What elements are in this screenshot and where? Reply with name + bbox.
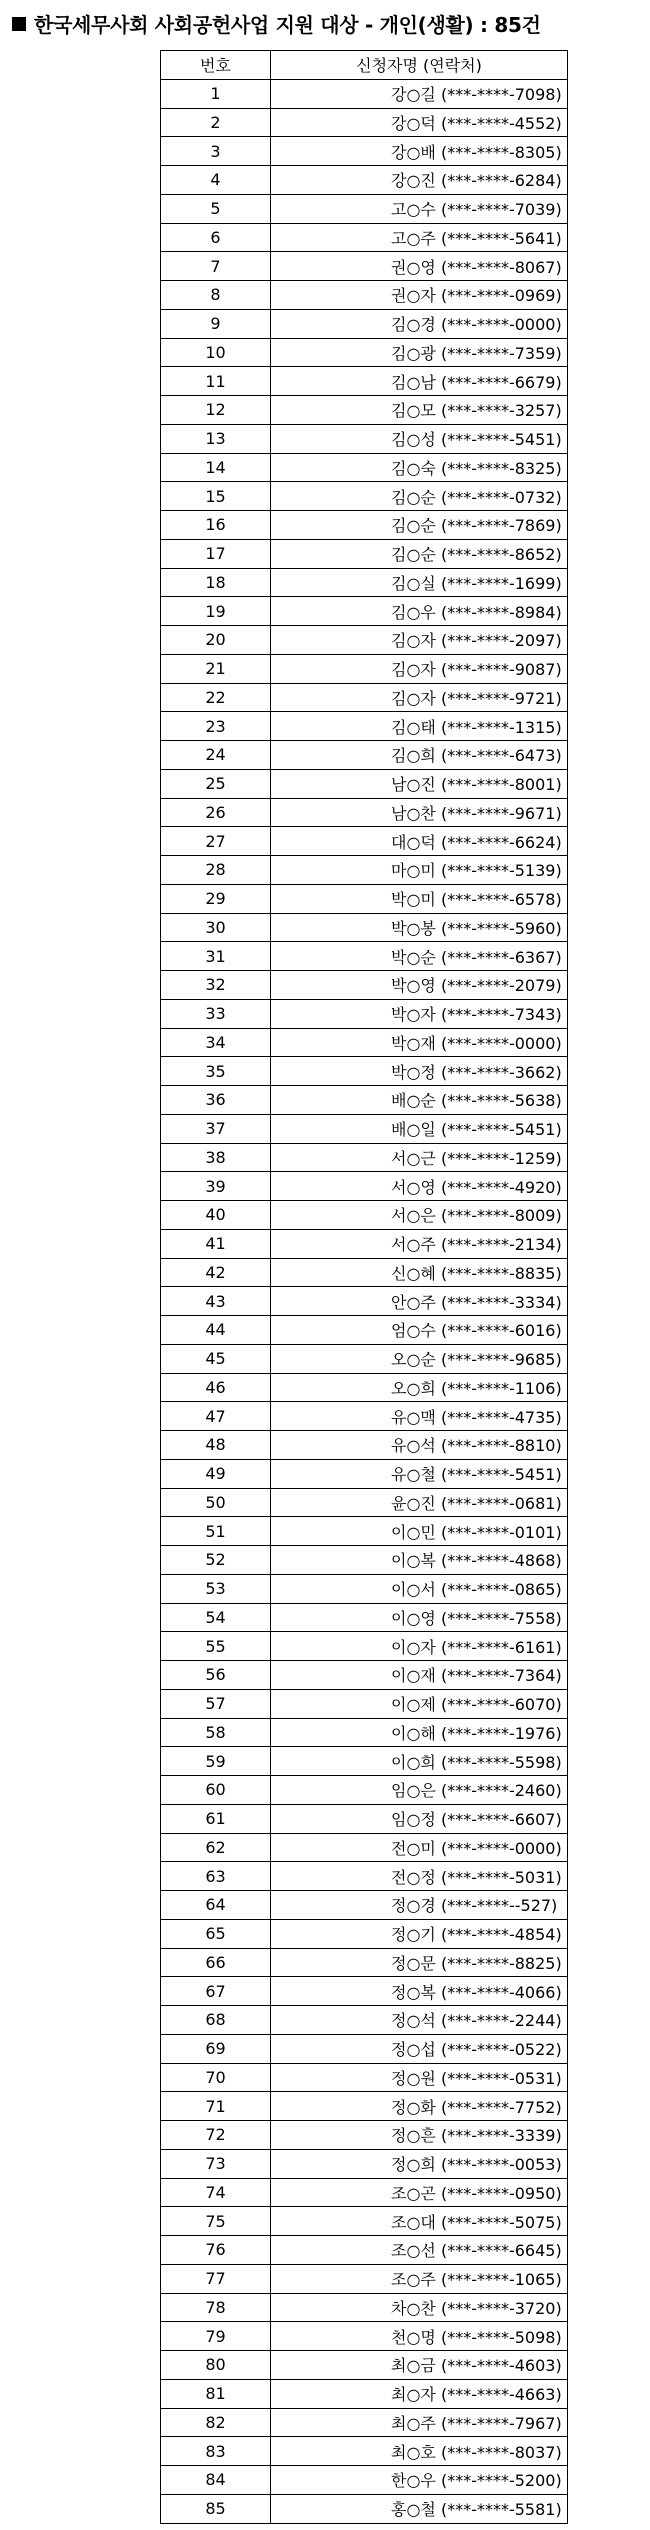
row-number: 2 bbox=[161, 108, 271, 137]
applicant-name-contact: 마○미 (***-****-5139) bbox=[271, 856, 568, 885]
applicant-name-contact: 조○선 (***-****-6645) bbox=[271, 2236, 568, 2265]
applicant-name-contact: 박○재 (***-****-0000) bbox=[271, 1028, 568, 1057]
row-number: 54 bbox=[161, 1603, 271, 1632]
applicant-name-contact: 이○재 (***-****-7364) bbox=[271, 1661, 568, 1690]
applicant-name-contact: 이○복 (***-****-4868) bbox=[271, 1546, 568, 1575]
applicant-name-contact: 윤○진 (***-****-0681) bbox=[271, 1488, 568, 1517]
row-number: 33 bbox=[161, 999, 271, 1028]
table-row bbox=[161, 2264, 568, 2293]
row-number: 82 bbox=[161, 2408, 271, 2437]
row-number: 39 bbox=[161, 1172, 271, 1201]
applicant-name-contact: 차○찬 (***-****-3720) bbox=[271, 2293, 568, 2322]
table-row bbox=[161, 281, 568, 310]
applicant-name-contact: 강○진 (***-****-6284) bbox=[271, 166, 568, 195]
table-row bbox=[161, 568, 568, 597]
applicant-name-contact: 이○해 (***-****-1976) bbox=[271, 1718, 568, 1747]
applicant-name-contact: 대○덕 (***-****-6624) bbox=[271, 827, 568, 856]
row-number: 4 bbox=[161, 166, 271, 195]
applicant-name-contact: 권○영 (***-****-8067) bbox=[271, 252, 568, 281]
table-row bbox=[161, 1948, 568, 1977]
row-number: 85 bbox=[161, 2494, 271, 2523]
applicant-name-contact: 김○숙 (***-****-8325) bbox=[271, 453, 568, 482]
applicant-name-contact: 조○곤 (***-****-0950) bbox=[271, 2178, 568, 2207]
row-number: 63 bbox=[161, 1862, 271, 1891]
row-number: 29 bbox=[161, 884, 271, 913]
applicant-name-contact: 정○경 (***-****--527) bbox=[271, 1891, 568, 1920]
row-number: 44 bbox=[161, 1316, 271, 1345]
table-row bbox=[161, 2006, 568, 2035]
applicant-name-contact: 김○순 (***-****-7869) bbox=[271, 511, 568, 540]
applicant-name-contact: 김○성 (***-****-5451) bbox=[271, 424, 568, 453]
row-number: 32 bbox=[161, 971, 271, 1000]
applicant-name-contact: 정○문 (***-****-8825) bbox=[271, 1948, 568, 1977]
row-number: 55 bbox=[161, 1632, 271, 1661]
table-row bbox=[161, 1546, 568, 1575]
table-row bbox=[161, 2494, 568, 2523]
row-number: 56 bbox=[161, 1661, 271, 1690]
row-number: 73 bbox=[161, 2149, 271, 2178]
applicant-name-contact: 최○금 (***-****-4603) bbox=[271, 2351, 568, 2380]
table-row bbox=[161, 1229, 568, 1258]
table-row bbox=[161, 1373, 568, 1402]
row-number: 77 bbox=[161, 2264, 271, 2293]
applicant-name-contact: 권○자 (***-****-0969) bbox=[271, 281, 568, 310]
applicant-name-contact: 김○순 (***-****-0732) bbox=[271, 482, 568, 511]
applicant-name-contact: 김○경 (***-****-0000) bbox=[271, 309, 568, 338]
row-number: 49 bbox=[161, 1459, 271, 1488]
table-row bbox=[161, 2351, 568, 2380]
row-number: 31 bbox=[161, 942, 271, 971]
table-row bbox=[161, 1028, 568, 1057]
table-row bbox=[161, 769, 568, 798]
table-row bbox=[161, 999, 568, 1028]
table-row bbox=[161, 1316, 568, 1345]
applicant-name-contact: 정○섭 (***-****-0522) bbox=[271, 2034, 568, 2063]
row-number: 34 bbox=[161, 1028, 271, 1057]
applicant-name-contact: 유○석 (***-****-8810) bbox=[271, 1431, 568, 1460]
applicant-name-contact: 김○우 (***-****-8984) bbox=[271, 597, 568, 626]
table-row bbox=[161, 1287, 568, 1316]
table-row bbox=[161, 2322, 568, 2351]
applicant-name-contact: 김○모 (***-****-3257) bbox=[271, 396, 568, 425]
applicant-name-contact: 정○화 (***-****-7752) bbox=[271, 2092, 568, 2121]
applicant-name-contact: 오○희 (***-****-1106) bbox=[271, 1373, 568, 1402]
row-number: 80 bbox=[161, 2351, 271, 2380]
table-row bbox=[161, 2207, 568, 2236]
table-row bbox=[161, 2437, 568, 2466]
applicant-name-contact: 서○은 (***-****-8009) bbox=[271, 1201, 568, 1230]
row-number: 23 bbox=[161, 712, 271, 741]
applicant-table bbox=[160, 50, 568, 2524]
row-number: 19 bbox=[161, 597, 271, 626]
row-number: 18 bbox=[161, 568, 271, 597]
row-number: 20 bbox=[161, 626, 271, 655]
row-number: 10 bbox=[161, 338, 271, 367]
applicant-name-contact: 오○순 (***-****-9685) bbox=[271, 1344, 568, 1373]
applicant-name-contact: 김○순 (***-****-8652) bbox=[271, 539, 568, 568]
row-number: 84 bbox=[161, 2466, 271, 2495]
table-row bbox=[161, 1833, 568, 1862]
applicant-name-contact: 정○원 (***-****-0531) bbox=[271, 2063, 568, 2092]
applicant-name-contact: 고○주 (***-****-5641) bbox=[271, 223, 568, 252]
row-number: 69 bbox=[161, 2034, 271, 2063]
applicant-name-contact: 전○정 (***-****-5031) bbox=[271, 1862, 568, 1891]
table-row bbox=[161, 654, 568, 683]
row-number: 46 bbox=[161, 1373, 271, 1402]
table-row bbox=[161, 913, 568, 942]
applicant-name-contact: 유○철 (***-****-5451) bbox=[271, 1459, 568, 1488]
row-number: 11 bbox=[161, 367, 271, 396]
row-number: 24 bbox=[161, 741, 271, 770]
applicant-name-contact: 천○명 (***-****-5098) bbox=[271, 2322, 568, 2351]
row-number: 5 bbox=[161, 194, 271, 223]
applicant-name-contact: 김○광 (***-****-7359) bbox=[271, 338, 568, 367]
table-row bbox=[161, 2034, 568, 2063]
applicant-name-contact: 박○자 (***-****-7343) bbox=[271, 999, 568, 1028]
table-row bbox=[161, 683, 568, 712]
row-number: 36 bbox=[161, 1086, 271, 1115]
page-title bbox=[12, 10, 541, 40]
table-row bbox=[161, 367, 568, 396]
applicant-name-contact: 김○실 (***-****-1699) bbox=[271, 568, 568, 597]
table-row bbox=[161, 1689, 568, 1718]
applicant-name-contact: 서○주 (***-****-2134) bbox=[271, 1229, 568, 1258]
applicant-name-contact: 이○서 (***-****-0865) bbox=[271, 1574, 568, 1603]
table-row bbox=[161, 482, 568, 511]
row-number: 83 bbox=[161, 2437, 271, 2466]
table-row bbox=[161, 1977, 568, 2006]
table-row bbox=[161, 1603, 568, 1632]
applicant-name-contact: 강○길 (***-****-7098) bbox=[271, 79, 568, 108]
table-row bbox=[161, 223, 568, 252]
table-row bbox=[161, 1661, 568, 1690]
table-row bbox=[161, 1143, 568, 1172]
row-number: 6 bbox=[161, 223, 271, 252]
applicant-name-contact: 박○영 (***-****-2079) bbox=[271, 971, 568, 1000]
title-text: 한국세무사회 사회공헌사업 지원 대상 - 개인(생활) : 85건 bbox=[34, 13, 541, 37]
row-number: 81 bbox=[161, 2379, 271, 2408]
table-row bbox=[161, 1114, 568, 1143]
table-row bbox=[161, 884, 568, 913]
table-row bbox=[161, 971, 568, 1000]
applicant-name-contact: 김○자 (***-****-2097) bbox=[271, 626, 568, 655]
table-row bbox=[161, 453, 568, 482]
row-number: 58 bbox=[161, 1718, 271, 1747]
applicant-name-contact: 이○영 (***-****-7558) bbox=[271, 1603, 568, 1632]
table-row bbox=[161, 1517, 568, 1546]
row-number: 40 bbox=[161, 1201, 271, 1230]
row-number: 72 bbox=[161, 2121, 271, 2150]
row-number: 48 bbox=[161, 1431, 271, 1460]
row-number: 9 bbox=[161, 309, 271, 338]
table-row bbox=[161, 2379, 568, 2408]
applicant-name-contact: 김○남 (***-****-6679) bbox=[271, 367, 568, 396]
row-number: 61 bbox=[161, 1804, 271, 1833]
table-row bbox=[161, 2408, 568, 2437]
row-number: 65 bbox=[161, 1919, 271, 1948]
applicant-name-contact: 최○자 (***-****-4663) bbox=[271, 2379, 568, 2408]
table-row bbox=[161, 108, 568, 137]
row-number: 22 bbox=[161, 683, 271, 712]
row-number: 57 bbox=[161, 1689, 271, 1718]
row-number: 79 bbox=[161, 2322, 271, 2351]
applicant-name-contact: 최○주 (***-****-7967) bbox=[271, 2408, 568, 2437]
applicant-name-contact: 배○일 (***-****-5451) bbox=[271, 1114, 568, 1143]
applicant-name-contact: 정○흔 (***-****-3339) bbox=[271, 2121, 568, 2150]
row-number: 52 bbox=[161, 1546, 271, 1575]
row-number: 59 bbox=[161, 1747, 271, 1776]
table-row bbox=[161, 1488, 568, 1517]
row-number: 37 bbox=[161, 1114, 271, 1143]
applicant-name-contact: 남○진 (***-****-8001) bbox=[271, 769, 568, 798]
row-number: 28 bbox=[161, 856, 271, 885]
table-row bbox=[161, 626, 568, 655]
table-row bbox=[161, 1574, 568, 1603]
row-number: 3 bbox=[161, 137, 271, 166]
table-row bbox=[161, 539, 568, 568]
table-row bbox=[161, 2293, 568, 2322]
row-number: 13 bbox=[161, 424, 271, 453]
table-row bbox=[161, 1862, 568, 1891]
row-number: 51 bbox=[161, 1517, 271, 1546]
applicant-name-contact: 홍○철 (***-****-5581) bbox=[271, 2494, 568, 2523]
applicant-name-contact: 이○희 (***-****-5598) bbox=[271, 1747, 568, 1776]
table-row bbox=[161, 1258, 568, 1287]
applicant-name-contact: 정○석 (***-****-2244) bbox=[271, 2006, 568, 2035]
applicant-name-contact: 강○덕 (***-****-4552) bbox=[271, 108, 568, 137]
table-row bbox=[161, 1632, 568, 1661]
applicant-name-contact: 정○기 (***-****-4854) bbox=[271, 1919, 568, 1948]
row-number: 25 bbox=[161, 769, 271, 798]
row-number: 50 bbox=[161, 1488, 271, 1517]
row-number: 41 bbox=[161, 1229, 271, 1258]
row-number: 35 bbox=[161, 1057, 271, 1086]
row-number: 15 bbox=[161, 482, 271, 511]
row-number: 27 bbox=[161, 827, 271, 856]
table-row bbox=[161, 511, 568, 540]
applicant-name-contact: 김○자 (***-****-9721) bbox=[271, 683, 568, 712]
applicant-name-contact: 엄○수 (***-****-6016) bbox=[271, 1316, 568, 1345]
square-bullet-icon bbox=[12, 17, 26, 31]
row-number: 75 bbox=[161, 2207, 271, 2236]
applicant-name-contact: 서○근 (***-****-1259) bbox=[271, 1143, 568, 1172]
table-row bbox=[161, 252, 568, 281]
table-row bbox=[161, 79, 568, 108]
applicant-name-contact: 박○봉 (***-****-5960) bbox=[271, 913, 568, 942]
applicant-name-contact: 임○정 (***-****-6607) bbox=[271, 1804, 568, 1833]
row-number: 1 bbox=[161, 79, 271, 108]
applicant-name-contact: 이○제 (***-****-6070) bbox=[271, 1689, 568, 1718]
applicant-name-contact: 서○영 (***-****-4920) bbox=[271, 1172, 568, 1201]
applicant-name-contact: 강○배 (***-****-8305) bbox=[271, 137, 568, 166]
applicant-name-contact: 조○대 (***-****-5075) bbox=[271, 2207, 568, 2236]
table-row bbox=[161, 1344, 568, 1373]
applicant-name-contact: 한○우 (***-****-5200) bbox=[271, 2466, 568, 2495]
row-number: 70 bbox=[161, 2063, 271, 2092]
table-row bbox=[161, 1459, 568, 1488]
row-number: 74 bbox=[161, 2178, 271, 2207]
column-header-applicant: 신청자명 (연락처) bbox=[271, 51, 568, 80]
table-row bbox=[161, 1402, 568, 1431]
table-header-row bbox=[161, 51, 568, 80]
applicant-name-contact: 김○자 (***-****-9087) bbox=[271, 654, 568, 683]
row-number: 64 bbox=[161, 1891, 271, 1920]
applicant-name-contact: 박○정 (***-****-3662) bbox=[271, 1057, 568, 1086]
row-number: 17 bbox=[161, 539, 271, 568]
applicant-name-contact: 김○희 (***-****-6473) bbox=[271, 741, 568, 770]
row-number: 62 bbox=[161, 1833, 271, 1862]
applicant-name-contact: 유○맥 (***-****-4735) bbox=[271, 1402, 568, 1431]
row-number: 8 bbox=[161, 281, 271, 310]
table-row bbox=[161, 1776, 568, 1805]
table-row bbox=[161, 597, 568, 626]
row-number: 47 bbox=[161, 1402, 271, 1431]
applicant-name-contact: 이○민 (***-****-0101) bbox=[271, 1517, 568, 1546]
applicant-name-contact: 박○미 (***-****-6578) bbox=[271, 884, 568, 913]
table-row bbox=[161, 2149, 568, 2178]
table-row bbox=[161, 1172, 568, 1201]
table-row bbox=[161, 2466, 568, 2495]
applicant-name-contact: 박○순 (***-****-6367) bbox=[271, 942, 568, 971]
table-row bbox=[161, 1057, 568, 1086]
applicant-name-contact: 정○복 (***-****-4066) bbox=[271, 1977, 568, 2006]
applicant-name-contact: 고○수 (***-****-7039) bbox=[271, 194, 568, 223]
row-number: 16 bbox=[161, 511, 271, 540]
row-number: 53 bbox=[161, 1574, 271, 1603]
row-number: 60 bbox=[161, 1776, 271, 1805]
applicant-name-contact: 최○호 (***-****-8037) bbox=[271, 2437, 568, 2466]
table-row bbox=[161, 137, 568, 166]
row-number: 7 bbox=[161, 252, 271, 281]
row-number: 43 bbox=[161, 1287, 271, 1316]
table-row bbox=[161, 309, 568, 338]
table-row bbox=[161, 424, 568, 453]
table-row bbox=[161, 396, 568, 425]
row-number: 14 bbox=[161, 453, 271, 482]
applicant-name-contact: 조○주 (***-****-1065) bbox=[271, 2264, 568, 2293]
applicant-name-contact: 전○미 (***-****-0000) bbox=[271, 1833, 568, 1862]
applicant-name-contact: 이○자 (***-****-6161) bbox=[271, 1632, 568, 1661]
table-row bbox=[161, 1919, 568, 1948]
table-row bbox=[161, 741, 568, 770]
row-number: 38 bbox=[161, 1143, 271, 1172]
table-row bbox=[161, 2063, 568, 2092]
applicant-name-contact: 남○찬 (***-****-9671) bbox=[271, 798, 568, 827]
table-row bbox=[161, 1747, 568, 1776]
table-row bbox=[161, 194, 568, 223]
row-number: 71 bbox=[161, 2092, 271, 2121]
table-row bbox=[161, 338, 568, 367]
applicant-name-contact: 정○희 (***-****-0053) bbox=[271, 2149, 568, 2178]
row-number: 68 bbox=[161, 2006, 271, 2035]
table-row bbox=[161, 798, 568, 827]
table-row bbox=[161, 1086, 568, 1115]
applicant-name-contact: 김○태 (***-****-1315) bbox=[271, 712, 568, 741]
table-row bbox=[161, 2178, 568, 2207]
table-row bbox=[161, 2121, 568, 2150]
row-number: 45 bbox=[161, 1344, 271, 1373]
row-number: 12 bbox=[161, 396, 271, 425]
table-row bbox=[161, 1431, 568, 1460]
row-number: 42 bbox=[161, 1258, 271, 1287]
applicant-name-contact: 임○은 (***-****-2460) bbox=[271, 1776, 568, 1805]
row-number: 66 bbox=[161, 1948, 271, 1977]
row-number: 76 bbox=[161, 2236, 271, 2265]
row-number: 78 bbox=[161, 2293, 271, 2322]
table-row bbox=[161, 2236, 568, 2265]
applicant-name-contact: 신○혜 (***-****-8835) bbox=[271, 1258, 568, 1287]
table-row bbox=[161, 1891, 568, 1920]
row-number: 21 bbox=[161, 654, 271, 683]
table-row bbox=[161, 2092, 568, 2121]
column-header-number: 번호 bbox=[161, 51, 271, 80]
table-row bbox=[161, 856, 568, 885]
applicant-name-contact: 안○주 (***-****-3334) bbox=[271, 1287, 568, 1316]
applicant-name-contact: 배○순 (***-****-5638) bbox=[271, 1086, 568, 1115]
table-row bbox=[161, 1804, 568, 1833]
table-row bbox=[161, 712, 568, 741]
row-number: 26 bbox=[161, 798, 271, 827]
table-row bbox=[161, 1201, 568, 1230]
row-number: 67 bbox=[161, 1977, 271, 2006]
table-row bbox=[161, 827, 568, 856]
table-row bbox=[161, 1718, 568, 1747]
row-number: 30 bbox=[161, 913, 271, 942]
table-row bbox=[161, 942, 568, 971]
table-row bbox=[161, 166, 568, 195]
